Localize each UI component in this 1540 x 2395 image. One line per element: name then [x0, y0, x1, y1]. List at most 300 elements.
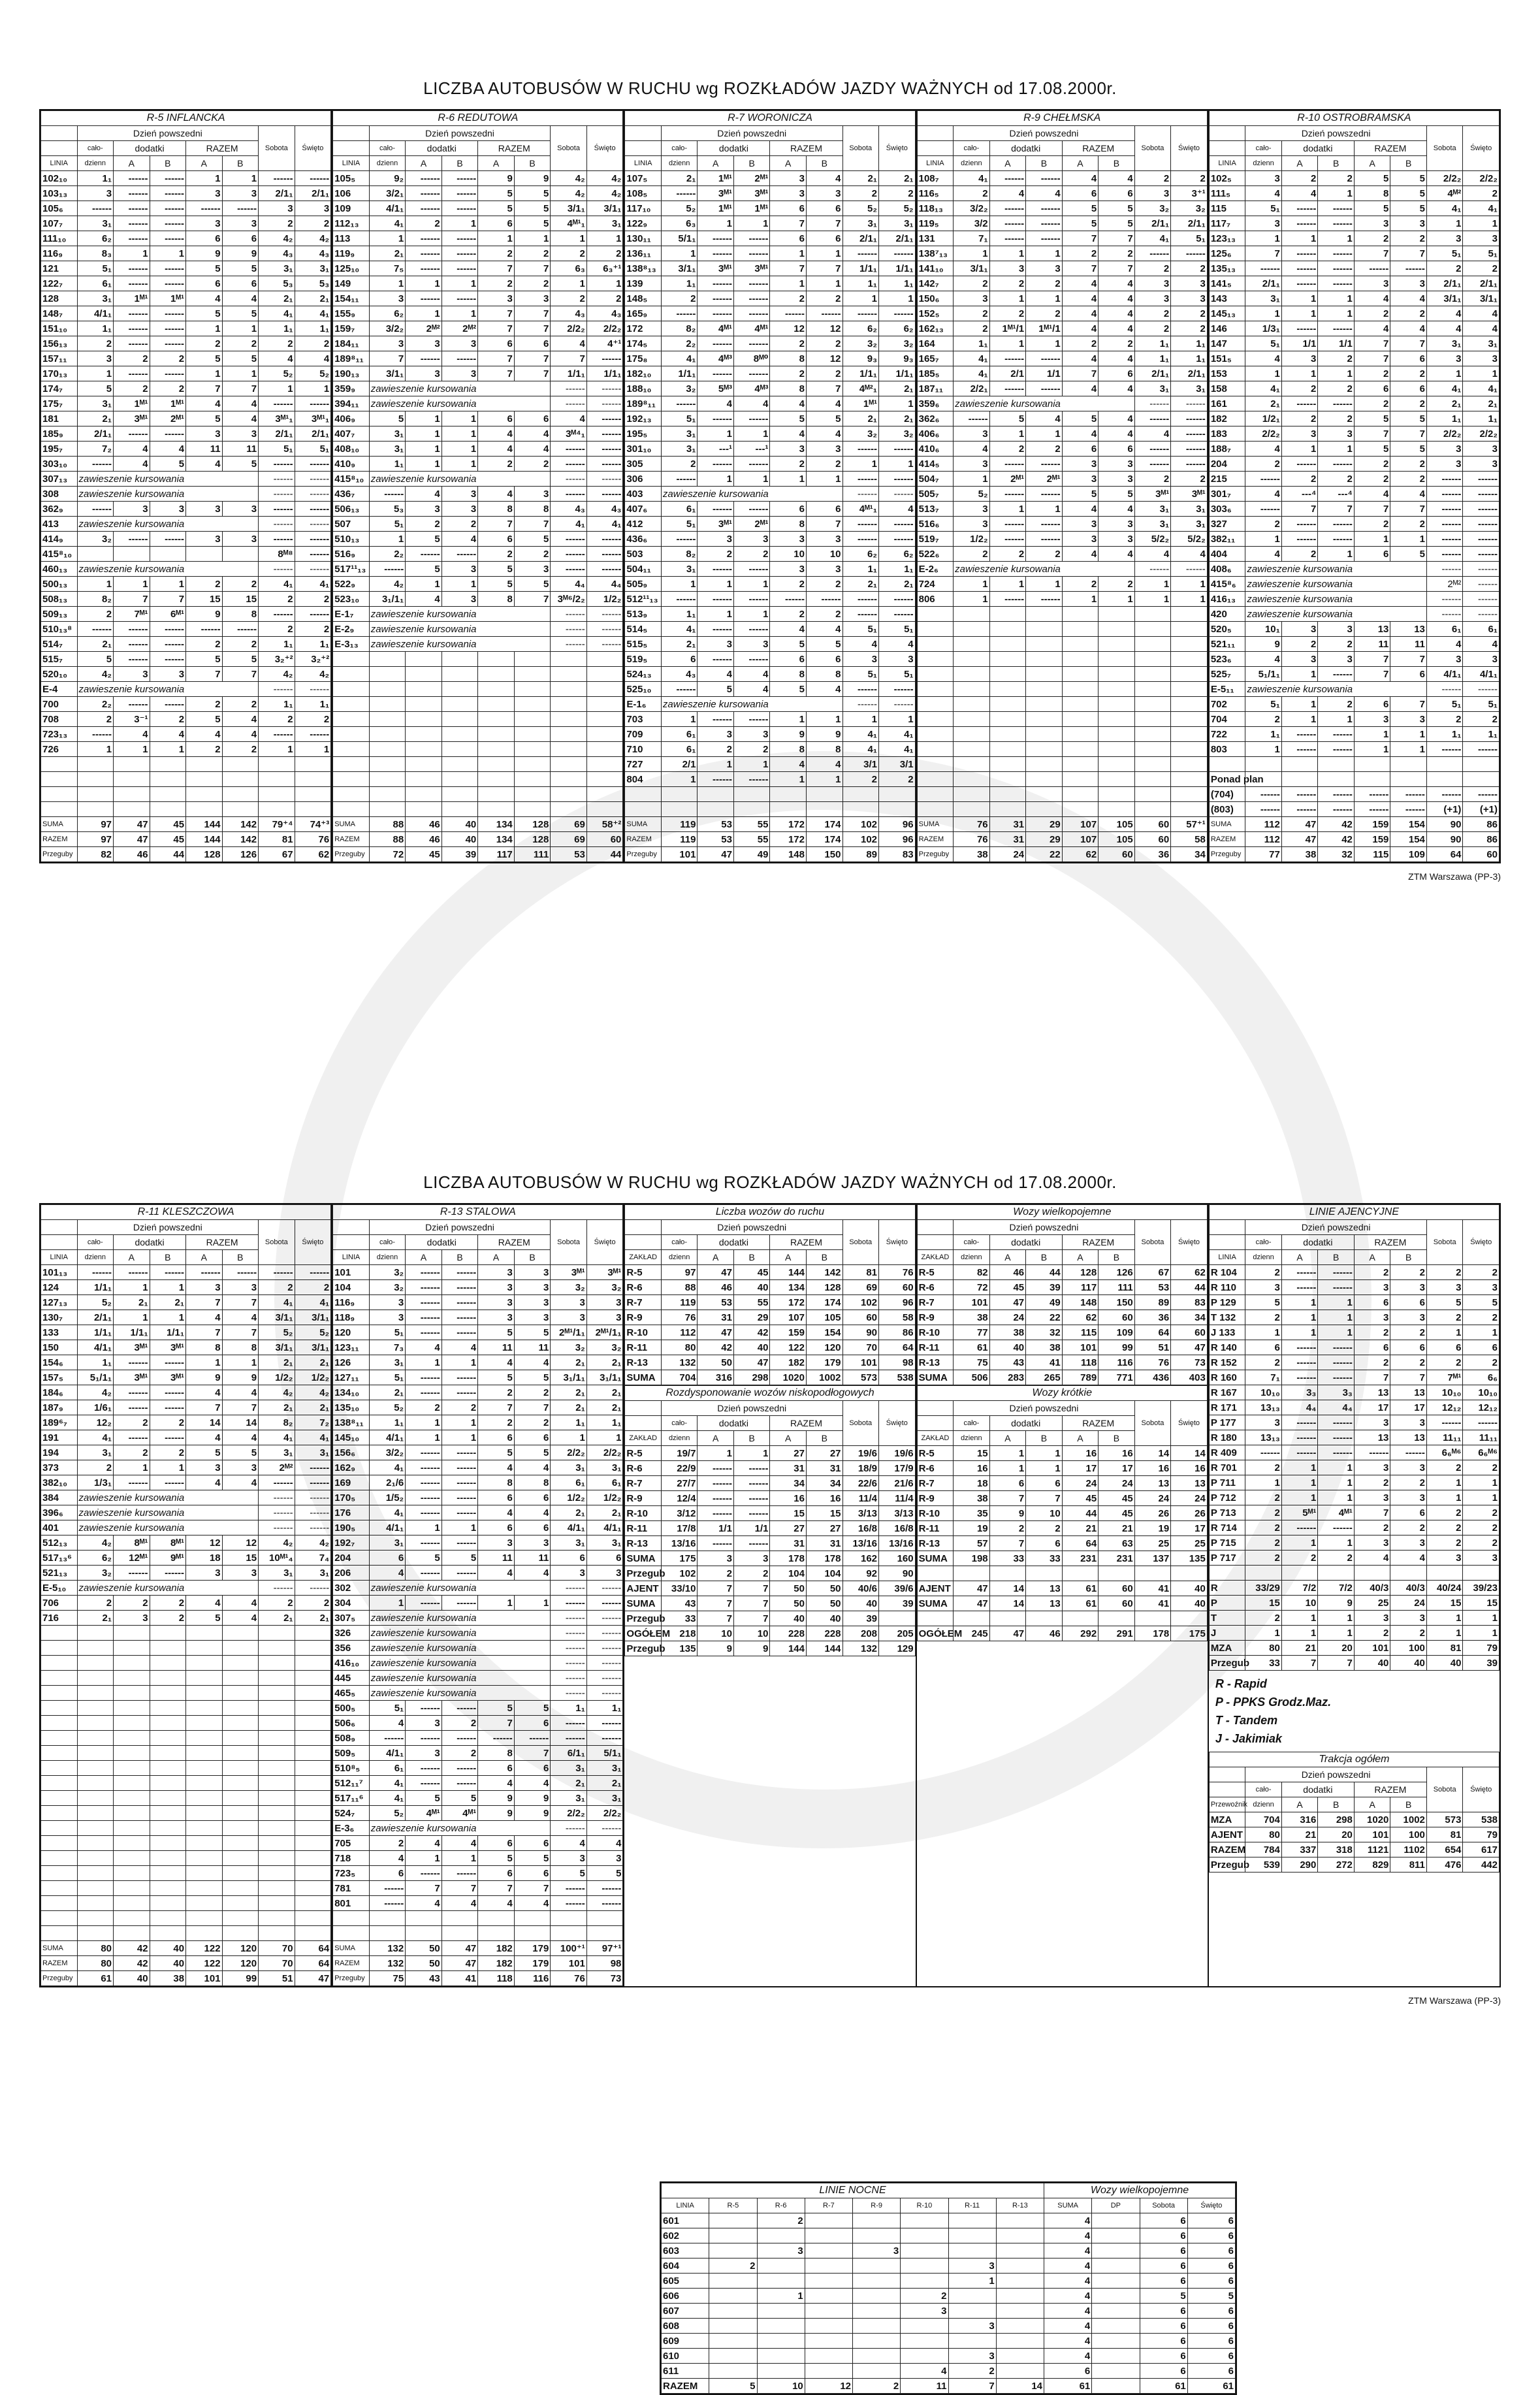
cell-value: ------ [114, 1475, 150, 1490]
cell-value: 1/2₁ [1245, 411, 1282, 426]
table-row [625, 772, 915, 787]
cell-value: 1 [879, 457, 916, 472]
empty-cell [41, 1836, 78, 1851]
cell-value: 1₁ [954, 336, 990, 351]
cell-value: 2/1₁ [1171, 366, 1208, 381]
cell-value: ------ [1245, 1445, 1282, 1460]
cell-value: 7 [1062, 231, 1099, 246]
cell-value: 11 [1390, 637, 1427, 652]
cell-value: 1 [1281, 1611, 1318, 1626]
cell-value: ------ [406, 1566, 442, 1581]
empty-cell [77, 1851, 114, 1866]
empty-cell [186, 1836, 223, 1851]
cell-value [757, 2274, 805, 2289]
cell-value: 25 [1171, 1536, 1208, 1551]
table-row [1209, 802, 1499, 817]
cell-value: 4 [1099, 411, 1135, 426]
cell-value: ------ [1281, 517, 1318, 532]
header-ab: A [1281, 1250, 1318, 1265]
header-calo: cało- [661, 141, 698, 156]
cell-value: 97 [661, 1265, 698, 1280]
cell-value: 4 [514, 1776, 551, 1791]
cell-value: 4 [806, 171, 842, 186]
line-table [40, 1204, 331, 1986]
cell-value: 25 [1354, 1596, 1390, 1611]
sum-value: 69 [551, 832, 587, 847]
empty-cell [698, 787, 734, 802]
cell-value: ------ [806, 306, 842, 321]
cell-value: ------ [842, 607, 879, 622]
cell-value: 2₂ [77, 697, 114, 712]
cell-value: 3/13 [842, 1506, 879, 1521]
line-number: 307₅ [333, 1611, 370, 1626]
line-number: 305 [625, 457, 662, 472]
line-number: 781 [333, 1881, 370, 1896]
cell-value: 6₆ᴹ⁶ [1426, 1445, 1463, 1460]
cell-value: 3ᴹ¹ [114, 411, 150, 426]
cell-value: 3 [1281, 426, 1318, 442]
empty-cell [1171, 712, 1208, 727]
line-number: R-9 [917, 1491, 954, 1506]
cell-value: ------ [1281, 261, 1318, 276]
cell-value: 3₁ [295, 261, 331, 276]
sum-value: 88 [369, 817, 406, 832]
cell-value: 5₃ [369, 502, 406, 517]
cell-value: ------ [733, 306, 770, 321]
line-number: 161 [1209, 396, 1245, 411]
line-number: J 133 [1209, 1325, 1245, 1340]
cell-value: 3 [770, 562, 807, 577]
cell-value: 6 [1187, 2364, 1235, 2379]
cell-value: 4 [1062, 502, 1099, 517]
cell-value: 27 [770, 1521, 807, 1536]
cell-value: 5₁ [1245, 697, 1282, 712]
line-number: 406₆ [917, 426, 954, 442]
cell-value: 5 [478, 1701, 515, 1716]
empty-cell [1134, 637, 1171, 652]
cell-value: 2/2₂ [586, 1445, 623, 1460]
empty-cell [406, 1926, 442, 1941]
cell-value: ------ [150, 171, 186, 186]
cell-value: 1 [1134, 577, 1171, 592]
line-number: 601 [662, 2213, 709, 2228]
empty-cell [1099, 757, 1135, 772]
cell-value: ------ [406, 1505, 442, 1520]
table-row [625, 697, 915, 712]
table-row [333, 396, 623, 411]
cell-value: 5 [478, 186, 515, 201]
table-row [41, 1415, 331, 1430]
header-ab: A [989, 1250, 1026, 1265]
sum-value: 64 [295, 1956, 331, 1971]
cell-value: 1 [1026, 336, 1063, 351]
cell-value [954, 1566, 990, 1581]
cell-value: 3 [1463, 652, 1500, 667]
cell-value: 9 [770, 727, 807, 742]
cell-value: 3₁ [586, 1460, 623, 1475]
header-ab: B [441, 156, 478, 171]
empty-cell [114, 1626, 150, 1641]
cell-value [1390, 772, 1427, 787]
cell-value: 4 [406, 487, 442, 502]
header-dodatki: dodatki [406, 1235, 478, 1250]
cell-value: 7 [441, 1881, 478, 1896]
table-row [1209, 772, 1499, 787]
cell-value: 2/1₁ [77, 1310, 114, 1325]
cell-value: 1 [1463, 1611, 1500, 1626]
cell-value: 8 [770, 667, 807, 682]
empty-cell [186, 1881, 223, 1896]
cell-value: 9 [514, 171, 551, 186]
header-sobota: Sobota [551, 1220, 587, 1265]
cell-value: ------ [150, 231, 186, 246]
cell-value: 7 [514, 1400, 551, 1415]
cell-value: 1 [1463, 366, 1500, 381]
cell-value: 3 [1463, 231, 1500, 246]
cell-value: 1₁ [1134, 351, 1171, 366]
cell-value: 4₂ [551, 171, 587, 186]
cell-value: ------ [879, 697, 916, 712]
cell-value: 1 [150, 1280, 186, 1295]
cell-value: 3 [1354, 1611, 1390, 1626]
table-row [1209, 562, 1499, 577]
cell-value: ------ [1134, 457, 1171, 472]
header-ab: A [186, 1250, 223, 1265]
empty-row [333, 667, 623, 682]
cell-value: ------ [1171, 246, 1208, 261]
cell-value: 2/1₁ [1134, 366, 1171, 381]
empty-cell [77, 1776, 114, 1791]
table-row [917, 186, 1207, 201]
nocne-header: R-5 [709, 2198, 757, 2213]
sum-row [333, 1956, 623, 1971]
empty-row [917, 622, 1207, 637]
line-number: (803) [1209, 802, 1245, 817]
table-row [917, 1476, 1207, 1491]
header-ab: A [1354, 1797, 1390, 1812]
header-cell [1209, 141, 1245, 156]
empty-cell [222, 787, 259, 802]
cell-value: 1₁ [586, 1701, 623, 1716]
cell-value: 2 [1390, 1265, 1427, 1280]
cell-value: 4 [369, 1566, 406, 1581]
header-dzien: Dzień powszedni [369, 1220, 551, 1235]
cell-value: ------ [114, 1400, 150, 1415]
cell-value: 1₁ [295, 321, 331, 336]
cell-value [114, 547, 150, 562]
empty-cell [222, 1866, 259, 1881]
table-row [333, 1490, 623, 1505]
cell-value: 41 [1134, 1596, 1171, 1611]
line-number: 170₁₃ [41, 366, 78, 381]
cell-value: 154 [806, 1325, 842, 1340]
line-number: 414₅ [917, 457, 954, 472]
cell-value: 2 [1426, 1535, 1463, 1551]
cell-value: ------ [1463, 1415, 1500, 1430]
line-number: 142₇ [917, 276, 954, 291]
cell-value: 2 [806, 336, 842, 351]
cell-value: 3ᴹ¹ [551, 1265, 587, 1280]
cell-value: 5 [369, 411, 406, 426]
suspended-note: zawieszenie kursowania [369, 1641, 551, 1656]
cell-value: ------ [77, 727, 114, 742]
empty-cell [41, 1671, 78, 1686]
cell-value [1245, 757, 1282, 772]
cell-value: 6 [369, 1866, 406, 1881]
empty-cell [77, 802, 114, 817]
cell-value: 5 [586, 1866, 623, 1881]
empty-cell [295, 757, 331, 772]
cell-value: 13 [1390, 622, 1427, 637]
suspended-note: zawieszenie kursowania [369, 622, 551, 637]
empty-cell [989, 772, 1026, 787]
empty-cell [917, 637, 954, 652]
cell-value: 13₁₃ [1245, 1400, 1282, 1415]
line-number: 138⁸₁₁ [333, 1415, 370, 1430]
cell-value: ------ [1318, 246, 1355, 261]
cell-value: 15 [222, 592, 259, 607]
cell-value: 2 [1426, 1460, 1463, 1475]
empty-cell [222, 1821, 259, 1836]
table-row [1209, 637, 1499, 652]
sum-value: 182 [478, 1941, 515, 1956]
cell-value: ------ [150, 186, 186, 201]
cell-value: 1 [733, 216, 770, 231]
line-number: P 717 [1209, 1551, 1245, 1566]
cell-value: 12 [222, 1535, 259, 1551]
empty-cell [1134, 772, 1171, 787]
sum-value: 179 [514, 1941, 551, 1956]
table-row [333, 1806, 623, 1821]
nocne-header: R-11 [948, 2198, 996, 2213]
cell-value: ------ [1318, 1415, 1355, 1430]
cell-value: 2/2₂ [551, 1445, 587, 1460]
cell-value: 2 [441, 1400, 478, 1415]
suspended-note: zawieszenie kursowania [369, 1671, 551, 1686]
cell-value: 6₃⁺¹ [586, 261, 623, 276]
cell-value [1026, 1611, 1063, 1626]
cell-value [1092, 2364, 1140, 2379]
empty-cell [369, 757, 406, 772]
empty-cell [333, 727, 370, 742]
cell-value: ------ [1426, 592, 1463, 607]
table-row [1209, 201, 1499, 216]
legend-item: J - Jakimiak [1215, 1732, 1282, 1745]
cell-value: ---¹ [733, 442, 770, 457]
cell-value: 6 [1187, 2319, 1235, 2334]
table-row [1209, 1280, 1499, 1295]
cell-value: 2 [441, 1716, 478, 1731]
cell-value: 175 [1171, 1626, 1208, 1641]
table-row [1209, 517, 1499, 532]
cell-value: 1 [478, 1596, 515, 1611]
cell-value: 1ᴹ¹ [733, 201, 770, 216]
empty-cell [917, 772, 954, 787]
line-number: 118₉ [333, 1310, 370, 1325]
empty-cell [514, 1926, 551, 1941]
empty-cell [879, 787, 916, 802]
header-ab: B [806, 156, 842, 171]
cell-value: ------ [406, 351, 442, 366]
line-number: 152₅ [917, 306, 954, 321]
cell-value: 27 [806, 1521, 842, 1536]
cell-value: ------ [406, 1280, 442, 1295]
cell-value: ------ [1318, 216, 1355, 231]
cell-value: 47 [733, 1355, 770, 1370]
cell-value: ------ [842, 682, 879, 697]
block-title: R-11 KLESZCZOWA [41, 1205, 331, 1220]
cell-value: ------ [114, 306, 150, 321]
cell-value: 11₁₁ [1426, 1430, 1463, 1445]
cell-value: 22/9 [661, 1461, 698, 1476]
cell-value: 4 [514, 1460, 551, 1475]
empty-cell [114, 1866, 150, 1881]
sum-value: 42 [114, 1941, 150, 1956]
empty-cell [551, 1911, 587, 1926]
empty-cell [369, 652, 406, 667]
table-row [333, 306, 623, 321]
header-ab: B [1099, 1431, 1135, 1446]
table-row [41, 246, 331, 261]
cell-value: 5₂ [661, 201, 698, 216]
sum-value: 98 [586, 1956, 623, 1971]
cell-value: ------ [114, 1566, 150, 1581]
cell-value: 1 [406, 1520, 442, 1535]
cell-value: 8ᴹ¹ [114, 1535, 150, 1551]
cell-value: 4 [1245, 186, 1282, 201]
cell-value: 1₁ [1134, 336, 1171, 351]
header-cell [625, 1401, 662, 1416]
top-sheet-title: LICZBA AUTOBUSÓW W RUCHU wg ROZKŁADÓW JAZDY WAŻNYCH od 17.08.2000r. [423, 78, 1117, 98]
cell-value: 1 [1318, 1626, 1355, 1641]
cell-value: 15 [770, 1506, 807, 1521]
sum-value: 47 [441, 1941, 478, 1956]
sum-value: 101 [186, 1971, 223, 1986]
line-number: 102₁₀ [41, 171, 78, 186]
cell-value: 4₁ [295, 1430, 331, 1445]
empty-cell [1099, 682, 1135, 697]
cell-value: 2/2₁ [954, 381, 990, 396]
table-row [662, 2213, 1236, 2228]
cell-value: 2 [989, 306, 1026, 321]
cell-value: 3₁ [1134, 517, 1171, 532]
header-linia: Przewoźnik [1209, 1797, 1245, 1812]
cell-value: 2 [1463, 1265, 1500, 1280]
empty-cell [150, 1896, 186, 1911]
cell-value: 6 [1390, 1295, 1427, 1310]
empty-cell [733, 787, 770, 802]
empty-cell [551, 727, 587, 742]
cell-value: 11 [478, 1340, 515, 1355]
cell-value: 3₃ [1281, 1385, 1318, 1400]
empty-cell [295, 1806, 331, 1821]
cell-value: 5 [150, 457, 186, 472]
header-dodatki: dodatki [114, 141, 186, 156]
cell-value: ------ [551, 637, 587, 652]
cell-value: ------ [698, 366, 734, 381]
cell-value: 4 [1354, 291, 1390, 306]
cell-value: 1 [1463, 1626, 1500, 1641]
header-cell [625, 1220, 662, 1235]
line-number: 382₁₁ [1209, 532, 1245, 547]
cell-value: 3 [948, 2349, 996, 2364]
table-row [333, 622, 623, 637]
line-number: 302 [333, 1581, 370, 1596]
cell-value: 3 [989, 261, 1026, 276]
table-row [625, 1536, 915, 1551]
cell-value: 2 [806, 366, 842, 381]
table-row [333, 1551, 623, 1566]
table-row [41, 1400, 331, 1415]
line-number: R-10 [625, 1506, 662, 1521]
nocne-header: DP [1092, 2198, 1140, 2213]
header-dodatki: dodatki [989, 1416, 1062, 1431]
empty-cell [586, 1911, 623, 1926]
cell-value: ------ [1026, 457, 1063, 472]
line-number: 517¹¹₁₃ [333, 562, 370, 577]
cell-value: 9 [478, 1791, 515, 1806]
cell-value: 2 [186, 742, 223, 757]
cell-value: 2 [478, 547, 515, 562]
cell-value: 2 [954, 186, 990, 201]
cell-value: 2 [1354, 1265, 1390, 1280]
cell-value: 538 [1463, 1812, 1500, 1827]
line-number: R-7 [917, 1295, 954, 1310]
cell-value [805, 2213, 852, 2228]
header-cell [625, 1416, 662, 1431]
cell-value: 4₁ [259, 577, 295, 592]
line-number: 505₉ [625, 577, 662, 592]
cell-value: 2₁/6 [369, 1475, 406, 1490]
table-row [917, 1566, 1207, 1581]
cell-value: 3 [441, 487, 478, 502]
cell-value: 1 [698, 757, 734, 772]
cell-value: 1 [1245, 231, 1282, 246]
line-number: SUMA [917, 1551, 954, 1566]
cell-value: 42 [733, 1325, 770, 1340]
table-row [41, 532, 331, 547]
empty-cell [1134, 757, 1171, 772]
cell-value: 3/1₁ [954, 261, 990, 276]
cell-value: 1 [369, 231, 406, 246]
line-number: 134₁₀ [333, 1385, 370, 1400]
cell-value: 18 [186, 1551, 223, 1566]
line-number: 702 [1209, 697, 1245, 712]
cell-value: 5 [1062, 216, 1099, 231]
cell-value [805, 2258, 852, 2274]
cell-value: 2 [586, 246, 623, 261]
line-number: T [1209, 1611, 1245, 1626]
table-row [333, 457, 623, 472]
empty-cell [150, 1926, 186, 1941]
cell-value: ------ [1171, 562, 1208, 577]
line-number: 107₇ [41, 216, 78, 231]
header-cell [917, 1235, 954, 1250]
line-number: 188₁₀ [625, 381, 662, 396]
cell-value: 2₁ [295, 1400, 331, 1415]
cell-value: ------ [1318, 532, 1355, 547]
cell-value: 5 [186, 306, 223, 321]
sum-value: 22 [1026, 847, 1063, 862]
empty-cell [77, 1671, 114, 1686]
cell-value: 2₁ [295, 291, 331, 306]
header-razem: RAZEM [186, 141, 259, 156]
empty-cell [114, 1836, 150, 1851]
table-row [917, 487, 1207, 502]
cell-value: 1 [1099, 592, 1135, 607]
cell-value: 1 [551, 231, 587, 246]
cell-value: 4 [551, 1836, 587, 1851]
